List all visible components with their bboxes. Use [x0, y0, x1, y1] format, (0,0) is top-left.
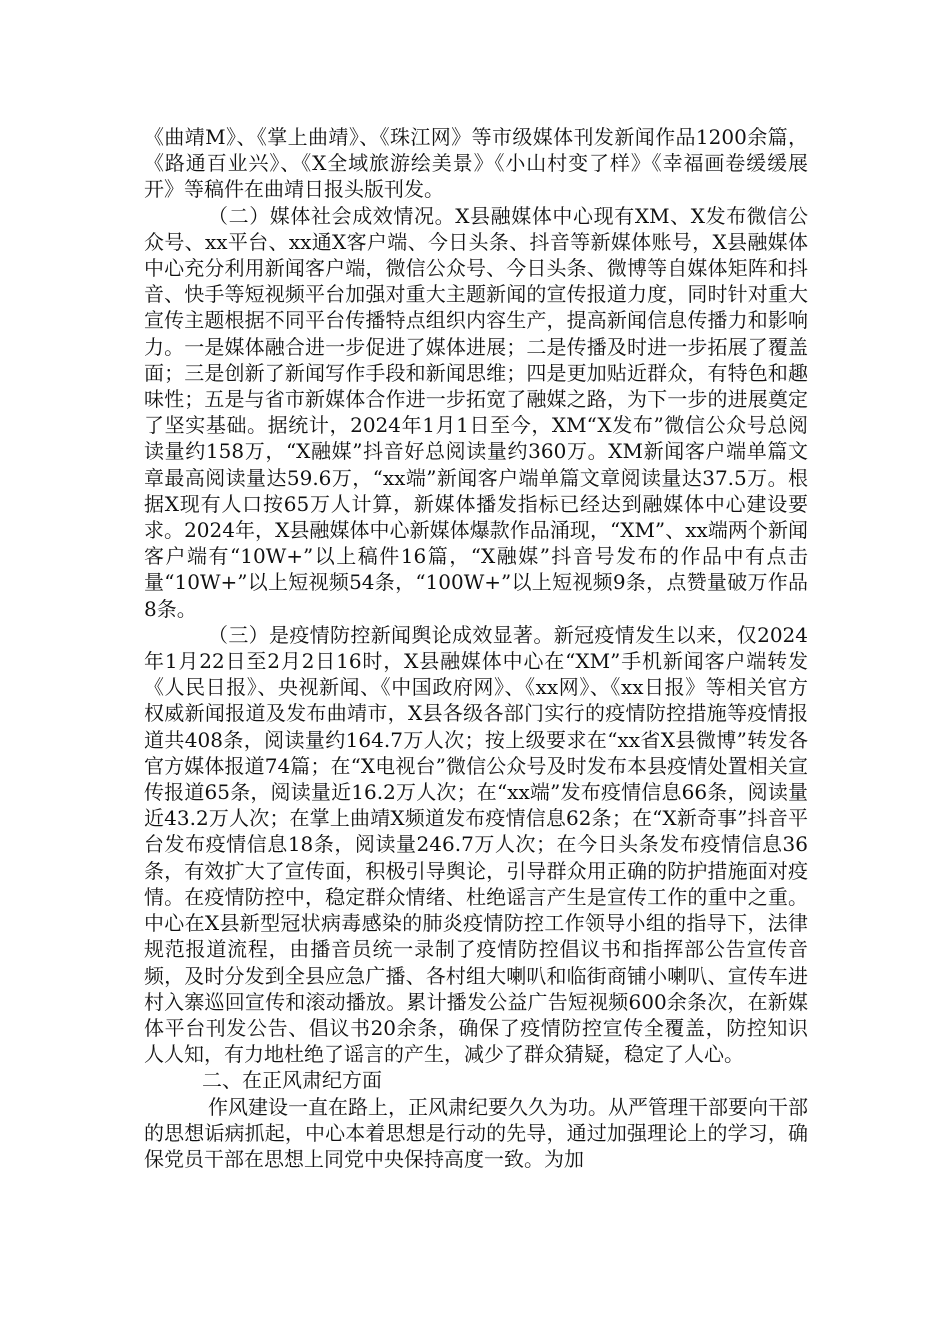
section-heading-discipline: 二、在正风肃纪方面 [202, 1068, 382, 1093]
paragraph-style-construction: 作风建设一直在路上，正风肃纪要久久为功。从严管理干部要向干部的思想诟病抓起，中心本着思想是行动的先导，通过加强理论上的学习，确保党员干部在思想上同党中央保持高度一致。为加 [144, 1094, 808, 1171]
paragraph-media-publications: 《曲靖M》、《掌上曲靖》、《珠江网》等市级媒体刊发新闻作品1200余篇，《路通百业兴》、《X全域旅游绘美景》《小山村变了样》《幸福画卷缓缓展开》等稿件在曲靖日报头版刊发。 [144, 125, 808, 202]
document-page [144, 124, 808, 1172]
paragraph-epidemic-news: （三）是疫情防控新闻舆论成效显著。新冠疫情发生以来，仅2024年1月22日至2月2日16时，X县融媒体中心在“XM”手机新闻客户端转发《人民日报》、央视新闻、《中国政府网》、《xx网》、《xx日报》等相关官方权威新闻报道及发布曲靖市，X县各级各部门实行的疫情防控措施等疫情报道共408条，阅读量约164.7万人次；按上级要求在“xx省X县微博”转发各官方媒体报道74篇；在“X电视台”微信公众号及时发布本县疫情处置相关宣传报道65条，阅读量近16.2万人次；在“xx端”发布疫情信息66条，阅读量近43.2万人次；在掌上曲靖X频道发布疫情信息62条；在“X新奇事”抖音平台发布疫情信息18条，阅读量246.7万人次；在今日头条发布疫情信息36条，有效扩大了宣传面，积极引导舆论，引导群众用正确的防护措施面对疫情。在疫情防控中，稳定群众情绪、杜绝谣言产生是宣传工作的重中之重。中心在X县新型冠状病毒感染的肺炎疫情防控工作领导小组的指导下，法律规范报道流程，由播音员统一录制了疫情防控倡议书和指挥部公告宣传音频，及时分发到全县应急广播、各村组大喇叭和临街商铺小喇叭、宣传车进村入寨巡回宣传和滚动播放。累计播发公益广告短视频600余条次，在新媒体平台刊发公告、倡议书20余条，确保了疫情防控宣传全覆盖，防控知识人人知，有力地杜绝了谣言的产生，减少了群众猜疑，稳定了人心。 [144, 622, 808, 1067]
paragraph-media-social-effect: （二）媒体社会成效情况。X县融媒体中心现有XM、X发布微信公众号、xx平台、xx通X客户端、今日头条、抖音等新媒体账号，X县融媒体中心充分利用新闻客户端，微信公众号、今日头条、微博等自媒体矩阵和抖音、快手等短视频平台加强对重大主题新闻的宣传报道力度，同时针对重大宣传主题根据不同平台传播特点组织内容生产，提高新闻信息传播力和影响力。一是媒体融合进一步促进了媒体进展；二是传播及时进一步拓展了覆盖面；三是创新了新闻写作手段和新闻思维；四是更加贴近群众，有特色和趣味性；五是与省市新媒体合作进一步拓宽了融媒之路，为下一步的进展奠定了坚实基础。据统计，2024年1月1日至今，XM“X发布”微信公众号总阅读量约158万，“X融媒”抖音好总阅读量约360万。XM新闻客户端单篇文章最高阅读量达59.6万，“xx端”新闻客户端单篇文章阅读量达37.5万。根据X现有人口按65万人计算，新媒体播发指标已经达到融媒体中心建设要求。2024年，X县融媒体中心新媒体爆款作品涌现，“XM”、xx端两个新闻客户端有“10W+”以上稿件16篇，“X融媒”抖音号发布的作品中有点击量“10W+”以上短视频54条，“100W+”以上短视频9条，点赞量破万作品8条。 [144, 203, 808, 621]
